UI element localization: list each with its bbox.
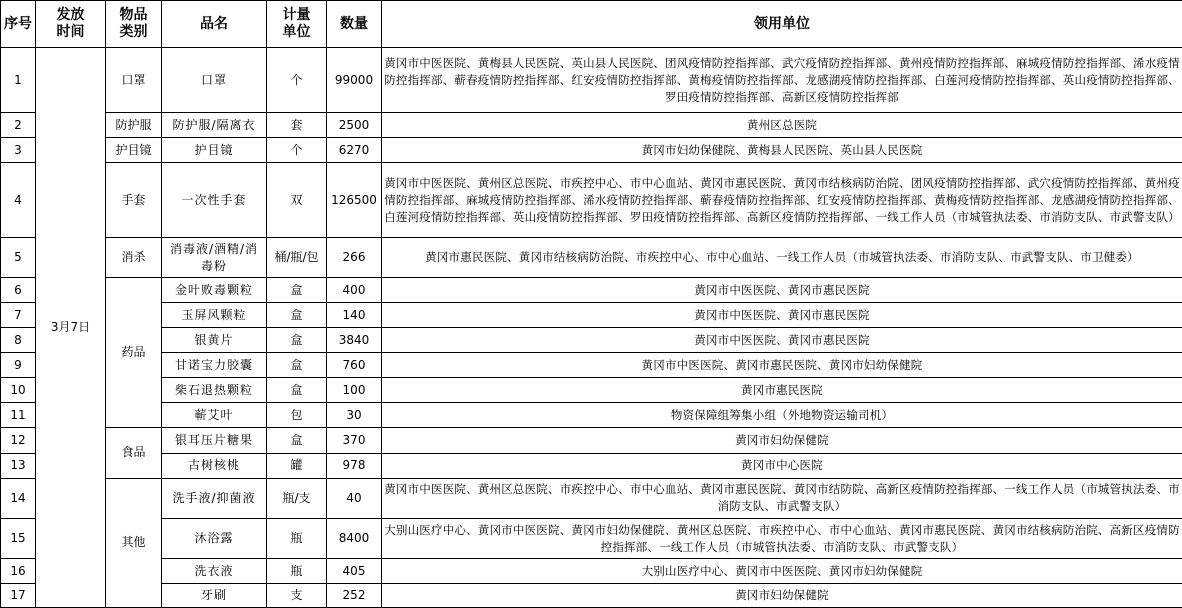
row-seq: 7 — [1, 303, 36, 328]
table-row — [1, 519, 1182, 559]
table-row — [1, 403, 1182, 428]
row-seq: 15 — [1, 519, 36, 559]
table-row — [1, 278, 1182, 303]
item-unit: 盒 — [267, 303, 327, 328]
item-quantity: 2500 — [327, 113, 382, 138]
item-unit: 套 — [267, 113, 327, 138]
item-name: 洗手液/抑菌液 — [162, 478, 267, 518]
table-row — [1, 378, 1182, 403]
table-row — [1, 478, 1182, 518]
header-quantity: 数量 — [327, 1, 382, 48]
item-quantity: 6270 — [327, 138, 382, 163]
table-row — [1, 48, 1182, 113]
row-seq: 2 — [1, 113, 36, 138]
item-unit: 个 — [267, 48, 327, 113]
category-cell: 其他 — [106, 478, 162, 607]
item-quantity: 8400 — [327, 519, 382, 559]
row-seq: 8 — [1, 328, 36, 353]
item-name: 一次性手套 — [162, 163, 267, 238]
table-row — [1, 138, 1182, 163]
item-unit: 瓶/支 — [267, 478, 327, 518]
row-seq: 4 — [1, 163, 36, 238]
item-quantity: 3840 — [327, 328, 382, 353]
row-seq: 9 — [1, 353, 36, 378]
item-unit: 盒 — [267, 328, 327, 353]
item-unit: 桶/瓶/包 — [267, 238, 327, 278]
item-name: 银黄片 — [162, 328, 267, 353]
item-unit: 包 — [267, 403, 327, 428]
header-name: 品名 — [162, 1, 267, 48]
item-quantity: 400 — [327, 278, 382, 303]
item-name: 洗衣液 — [162, 559, 267, 584]
header-category: 物品类别 — [106, 1, 162, 48]
item-quantity: 370 — [327, 428, 382, 453]
item-name: 甘诺宝力胶囊 — [162, 353, 267, 378]
header-unit: 计量单位 — [267, 1, 327, 48]
item-unit: 盒 — [267, 353, 327, 378]
item-unit: 盒 — [267, 278, 327, 303]
item-recipients: 黄冈市妇幼保健院 — [382, 584, 1182, 608]
item-name: 银耳压片糖果 — [162, 428, 267, 453]
item-quantity: 30 — [327, 403, 382, 428]
item-name: 古树核桃 — [162, 453, 267, 478]
category-cell: 消杀 — [106, 238, 162, 278]
item-name: 蕲艾叶 — [162, 403, 267, 428]
item-recipients: 黄冈市惠民医院、黄冈市结核病防治院、市疾控中心、市中心血站、一线工作人员（市城管执法委、市消防支队、市武警支队、市卫健委） — [382, 238, 1182, 278]
category-cell: 护目镜 — [106, 138, 162, 163]
item-recipients: 黄冈市中医医院、黄州区总医院、市疾控中心、市中心血站、黄冈市惠民医院、黄冈市结防院、高新区疫情防控指挥部、一线工作人员（市城管执法委、市消防支队、市武警支队） — [382, 478, 1182, 518]
table-row — [1, 584, 1182, 608]
table-row — [1, 328, 1182, 353]
category-cell: 药品 — [106, 278, 162, 428]
item-recipients: 黄冈市中医医院、黄梅县人民医院、英山县人民医院、团风疫情防控指挥部、武穴疫情防控指挥部、黄州疫情防控指挥部、麻城疫情防控指挥部、浠水疫情防控指挥部、蕲春疫情防控指挥部、红安疫情防控指挥部、黄梅疫情防控指挥部、龙感湖疫情防控指挥部、白莲河疫情防控指挥部、英山疫情防控指挥部、罗田疫情防控指挥部、高新区疫情防控指挥部 — [382, 48, 1182, 113]
row-seq: 11 — [1, 403, 36, 428]
item-unit: 双 — [267, 163, 327, 238]
row-seq: 16 — [1, 559, 36, 584]
item-quantity: 99000 — [327, 48, 382, 113]
item-recipients: 黄冈市中医医院、黄冈市惠民医院 — [382, 303, 1182, 328]
item-unit: 瓶 — [267, 519, 327, 559]
table-row — [1, 559, 1182, 584]
header-date: 发放时间 — [36, 1, 106, 48]
item-name: 牙刷 — [162, 584, 267, 608]
row-seq: 12 — [1, 428, 36, 453]
item-name: 防护服/隔离衣 — [162, 113, 267, 138]
category-cell: 食品 — [106, 428, 162, 478]
table-row — [1, 163, 1182, 238]
item-recipients: 黄冈市妇幼保健院、黄梅县人民医院、英山县人民医院 — [382, 138, 1182, 163]
row-seq: 6 — [1, 278, 36, 303]
item-name: 消毒液/酒精/消毒粉 — [162, 238, 267, 278]
item-quantity: 978 — [327, 453, 382, 478]
item-recipients: 黄冈市中心医院 — [382, 453, 1182, 478]
item-recipients: 黄冈市中医医院、黄冈市惠民医院 — [382, 328, 1182, 353]
row-seq: 14 — [1, 478, 36, 518]
item-quantity: 40 — [327, 478, 382, 518]
category-cell: 防护服 — [106, 113, 162, 138]
table-row — [1, 453, 1182, 478]
item-recipients: 大别山医疗中心、黄冈市中医医院、黄冈市妇幼保健院、黄州区总医院、市疾控中心、市中心血站、黄冈市惠民医院、黄冈市结核病防治院、高新区疫情防控指挥部、一线工作人员（市城管执法委、市消防支队、市武警支队） — [382, 519, 1182, 559]
item-unit: 盒 — [267, 428, 327, 453]
item-name: 柴石退热颗粒 — [162, 378, 267, 403]
item-recipients: 黄冈市妇幼保健院 — [382, 428, 1182, 453]
item-name: 玉屏风颗粒 — [162, 303, 267, 328]
table-row — [1, 303, 1182, 328]
item-quantity: 140 — [327, 303, 382, 328]
item-quantity: 405 — [327, 559, 382, 584]
category-cell: 口罩 — [106, 48, 162, 113]
item-quantity: 126500 — [327, 163, 382, 238]
item-recipients: 黄州区总医院 — [382, 113, 1182, 138]
row-seq: 1 — [1, 48, 36, 113]
row-seq: 3 — [1, 138, 36, 163]
item-unit: 瓶 — [267, 559, 327, 584]
row-seq: 5 — [1, 238, 36, 278]
item-name: 护目镜 — [162, 138, 267, 163]
item-quantity: 760 — [327, 353, 382, 378]
item-recipients: 大别山医疗中心、黄冈市中医医院、黄冈市妇幼保健院 — [382, 559, 1182, 584]
row-seq: 10 — [1, 378, 36, 403]
header-row — [1, 1, 1182, 48]
item-name: 沐浴露 — [162, 519, 267, 559]
item-recipients: 物资保障组筹集小组（外地物资运输司机） — [382, 403, 1182, 428]
header-seq: 序号 — [1, 1, 36, 48]
table-row — [1, 238, 1182, 278]
table-row — [1, 353, 1182, 378]
date-cell: 3月7日 — [36, 48, 106, 608]
table-row — [1, 113, 1182, 138]
item-recipients: 黄冈市中医医院、黄冈市惠民医院、黄冈市妇幼保健院 — [382, 353, 1182, 378]
item-unit: 支 — [267, 584, 327, 608]
category-cell: 手套 — [106, 163, 162, 238]
item-recipients: 黄冈市中医医院、黄冈市惠民医院 — [382, 278, 1182, 303]
table-row — [1, 428, 1182, 453]
item-recipients: 黄冈市惠民医院 — [382, 378, 1182, 403]
item-quantity: 100 — [327, 378, 382, 403]
item-unit: 罐 — [267, 453, 327, 478]
item-unit: 盒 — [267, 378, 327, 403]
row-seq: 13 — [1, 453, 36, 478]
row-seq: 17 — [1, 584, 36, 608]
header-recipients: 领用单位 — [382, 1, 1182, 48]
item-quantity: 266 — [327, 238, 382, 278]
item-recipients: 黄冈市中医医院、黄州区总医院、市疾控中心、市中心血站、黄冈市惠民医院、黄冈市结核病防治院、团风疫情防控指挥部、武穴疫情防控指挥部、黄州疫情防控指挥部、麻城疫情防控指挥部、浠水疫情防控指挥部、蕲春疫情防控指挥部、红安疫情防控指挥部、黄梅疫情防控指挥部、龙感湖疫情防控指挥部、白莲河疫情防控指挥部、英山疫情防控指挥部、罗田疫情防控指挥部、高新区疫情防控指挥部、一线工作人员（市城管执法委、市消防支队、市武警支队） — [382, 163, 1182, 238]
item-name: 口罩 — [162, 48, 267, 113]
item-unit: 个 — [267, 138, 327, 163]
item-name: 金叶败毒颗粒 — [162, 278, 267, 303]
item-quantity: 252 — [327, 584, 382, 608]
